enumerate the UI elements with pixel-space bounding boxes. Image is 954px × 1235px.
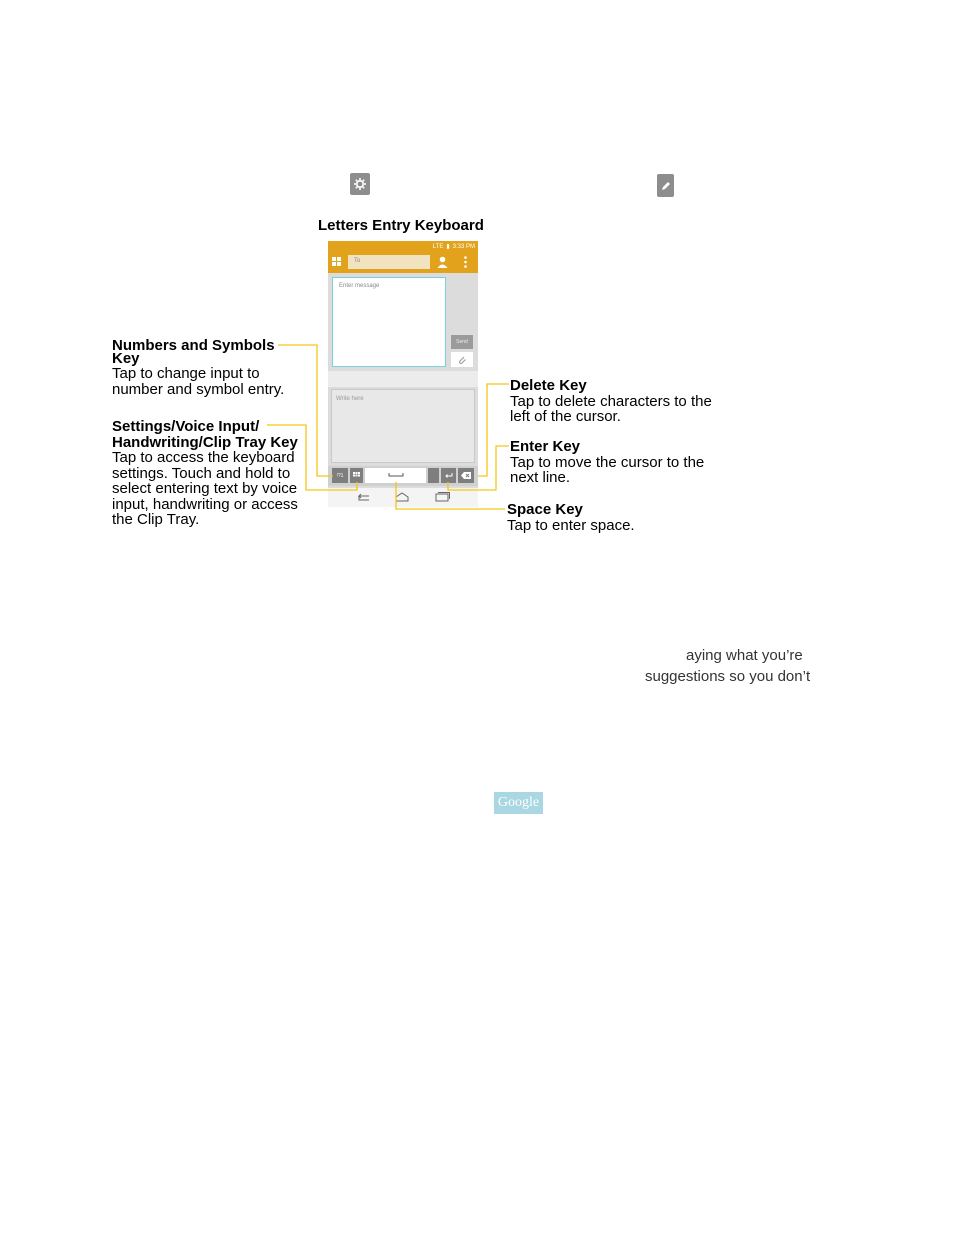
- callout-text: Tap to access the keyboard: [112, 449, 295, 466]
- enter-callout-line: [448, 446, 509, 490]
- callout-text: next line.: [510, 469, 571, 486]
- to-field[interactable]: To: [348, 255, 430, 269]
- message-input[interactable]: Enter message: [332, 277, 446, 367]
- callout-text: Tap to enter space.: [507, 516, 635, 534]
- callout-text: Tap to delete characters to the: [510, 392, 712, 410]
- callout-text: number and symbol entry.: [112, 380, 285, 398]
- callout-text: Tap to change input to: [112, 365, 260, 382]
- body-text-fragment: aying what you’re: [686, 647, 803, 664]
- delete-key-callout: [510, 378, 712, 425]
- callout-title: Enter Key: [510, 438, 581, 455]
- callout-text: the Clip Tray.: [112, 511, 200, 528]
- callout-title: Delete Key: [510, 377, 587, 394]
- handwriting-pad[interactable]: Write here: [331, 389, 475, 463]
- enter-key-callout: [510, 439, 704, 486]
- body-text-fragment: suggestions so you don’t: [645, 668, 811, 685]
- callout-title: Key: [112, 349, 140, 367]
- delete-callout-line: [478, 384, 509, 476]
- callout-text: input, handwriting or access: [112, 495, 298, 513]
- network-label: LTE: [432, 243, 444, 250]
- settings-callout: [112, 419, 298, 528]
- google-logo-icon: Google: [494, 792, 543, 814]
- send-button[interactable]: Send: [451, 335, 473, 349]
- callout-title: Settings/Voice Input/: [112, 418, 260, 435]
- figure-title: Letters Entry Keyboard: [318, 217, 484, 234]
- space-key-callout: [507, 502, 635, 533]
- callout-title: Space Key: [507, 501, 583, 518]
- numbers-symbols-key[interactable]: !?1: [332, 468, 348, 483]
- callout-text: Tap to move the cursor to the: [510, 453, 705, 471]
- callout-text: settings. Touch and hold to: [112, 464, 291, 482]
- space-callout-line: [396, 482, 505, 509]
- signal-icon: ▮: [446, 244, 450, 250]
- status-time: 3:33 PM: [452, 243, 475, 250]
- numbers-symbols-callout: [112, 338, 284, 397]
- callout-text: left of the cursor.: [510, 408, 621, 425]
- callout-title: Handwriting/Clip Tray Key: [112, 433, 298, 451]
- callout-title: Numbers and Symbols: [112, 337, 275, 354]
- callout-text: select entering text by voice: [112, 480, 298, 497]
